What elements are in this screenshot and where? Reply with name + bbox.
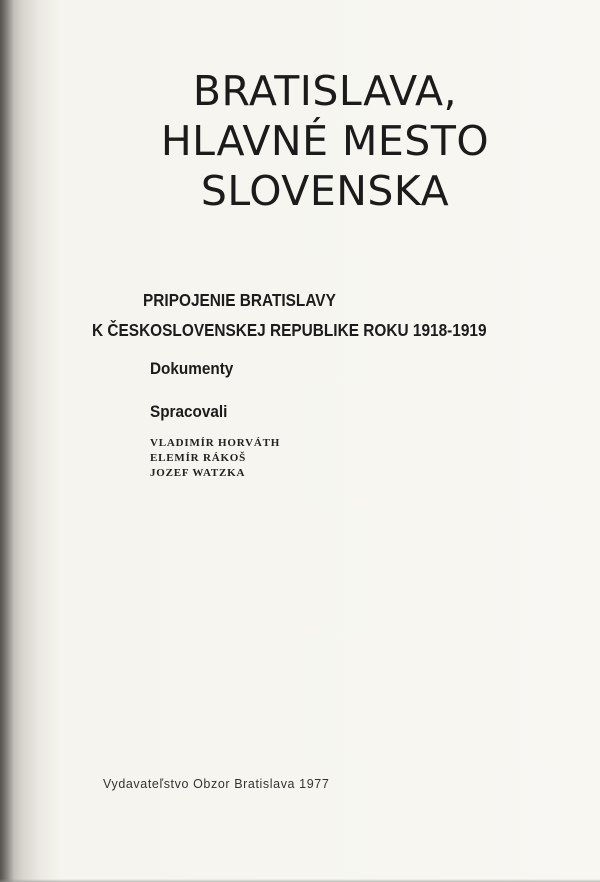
author-name: ELEMÍR RÁKOŠ — [150, 452, 247, 464]
subtitle — [92, 285, 532, 345]
main-title-line-2: HLAVNÉ MESTO — [160, 117, 490, 165]
publisher-line: Vydavateľstvo Obzor Bratislava 1977 — [103, 777, 330, 791]
main-title-line-3: SLOVENSKA — [200, 167, 450, 215]
main-title-line-1: BRATISLAVA, — [192, 67, 458, 115]
main-title — [90, 66, 560, 216]
author-name: JOZEF WATZKA — [150, 467, 246, 479]
subtitle-line-2: K ČESKOSLOVENSKEJ REPUBLIKE ROKU 1918-1919 — [92, 320, 487, 340]
book-spine-shadow — [0, 0, 14, 882]
subtitle-line-1: PRIPOJENIE BRATISLAVY — [143, 290, 336, 310]
prepared-by-label: Spracovali — [150, 402, 228, 421]
author-name: VLADIMÍR HORVÁTH — [150, 437, 281, 449]
authors-list — [150, 436, 280, 481]
documents-label: Dokumenty — [150, 359, 234, 378]
